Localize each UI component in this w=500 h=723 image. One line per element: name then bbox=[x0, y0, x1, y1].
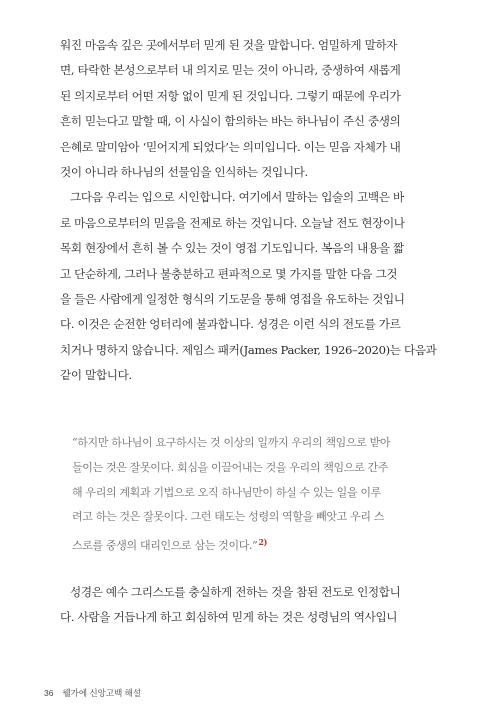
text-line: 은혜로 말미암아 ‘믿어지게 되었다’는 의미입니다. 이는 믿음 자체가 내 bbox=[60, 139, 401, 154]
quote-line-text: 스로를 중생의 대리인으로 삼는 것이다.” bbox=[72, 539, 258, 553]
page-number: 36 bbox=[44, 688, 54, 698]
text-line: 같이 말합니다. bbox=[60, 368, 132, 383]
text-line: 로 마음으로부터의 믿음을 전제로 하는 것입니다. 오늘날 전도 현장이나 bbox=[60, 215, 405, 230]
text-line: 치거나 명하지 않습니다. 제임스 패커(James Packer, 1926–2020)는 다음과 bbox=[60, 342, 437, 357]
text-line: 된 의지로부터 어떤 저항 없이 믿게 된 것입니다. 그렇기 때문에 우리가 bbox=[60, 88, 401, 103]
text-line: 성경은 예수 그리스도를 충실하게 전하는 것을 참된 전도로 인정합니 bbox=[70, 585, 401, 599]
quote-line: 해 우리의 계획과 기법으로 오직 하나님만이 하실 수 있는 일을 이루 bbox=[72, 485, 381, 499]
text-line: 고 단순하게, 그러나 불충분하고 편파적으로 몇 가지를 말한 다음 그것 bbox=[60, 266, 398, 281]
text-line: 다. 사람을 거듭나게 하고 회심하여 믿게 하는 것은 성령님의 역사입니 bbox=[60, 610, 398, 625]
quote-line: “하지만 하나님이 요구하시는 것 이상의 일까지 우리의 책임으로 받아 bbox=[72, 436, 391, 449]
running-title: 웰가에 신앙고백 해설 bbox=[62, 688, 142, 698]
text-line: 을 들은 사람에게 일정한 형식의 기도문을 통해 영접을 유도하는 것입니 bbox=[60, 292, 405, 307]
text-line: 것이 아니라 하나님의 선물임을 인식하는 것입니다. bbox=[60, 165, 308, 180]
block-quote-packer bbox=[72, 431, 444, 559]
page-footer bbox=[44, 687, 141, 699]
footnote-marker[interactable]: 2) bbox=[258, 537, 268, 548]
paragraph-true-evangelism bbox=[60, 580, 448, 631]
paragraph-faith-regeneration bbox=[60, 33, 448, 185]
text-line: 그다음 우리는 입으로 시인합니다. 여기에서 말하는 입술의 고백은 바 bbox=[70, 190, 404, 205]
text-line: 다. 이것은 순전한 엉터리에 불과합니다. 성경은 이런 식의 전도를 가르 bbox=[60, 317, 401, 332]
quote-line: 려고 하는 것은 잘못이다. 그런 태도는 성령의 역할을 빼앗고 우리 스 bbox=[72, 510, 385, 524]
closing-text bbox=[60, 580, 448, 631]
text-line: 목회 현장에서 흔히 볼 수 있는 것이 영접 기도입니다. 복음의 내용을 짧 bbox=[60, 241, 404, 256]
body-text bbox=[60, 33, 448, 389]
text-line: 워진 마음속 깊은 곳에서부터 믿게 된 것을 말합니다. 엄밀하게 말하자 bbox=[60, 38, 398, 52]
text-line: 면, 타락한 본성으로부터 내 의지로 믿는 것이 아니라, 중생하여 새롭게 bbox=[60, 63, 401, 78]
text-line: 흔히 믿는다고 말할 때, 이 사실이 함의하는 바는 하나님이 주신 중생의 bbox=[60, 114, 401, 129]
paragraph-confession bbox=[60, 185, 448, 388]
quote-line: 들이는 것은 잘못이다. 회심을 이끌어내는 것을 우리의 책임으로 간주 bbox=[72, 460, 389, 474]
quote-line bbox=[72, 530, 444, 559]
